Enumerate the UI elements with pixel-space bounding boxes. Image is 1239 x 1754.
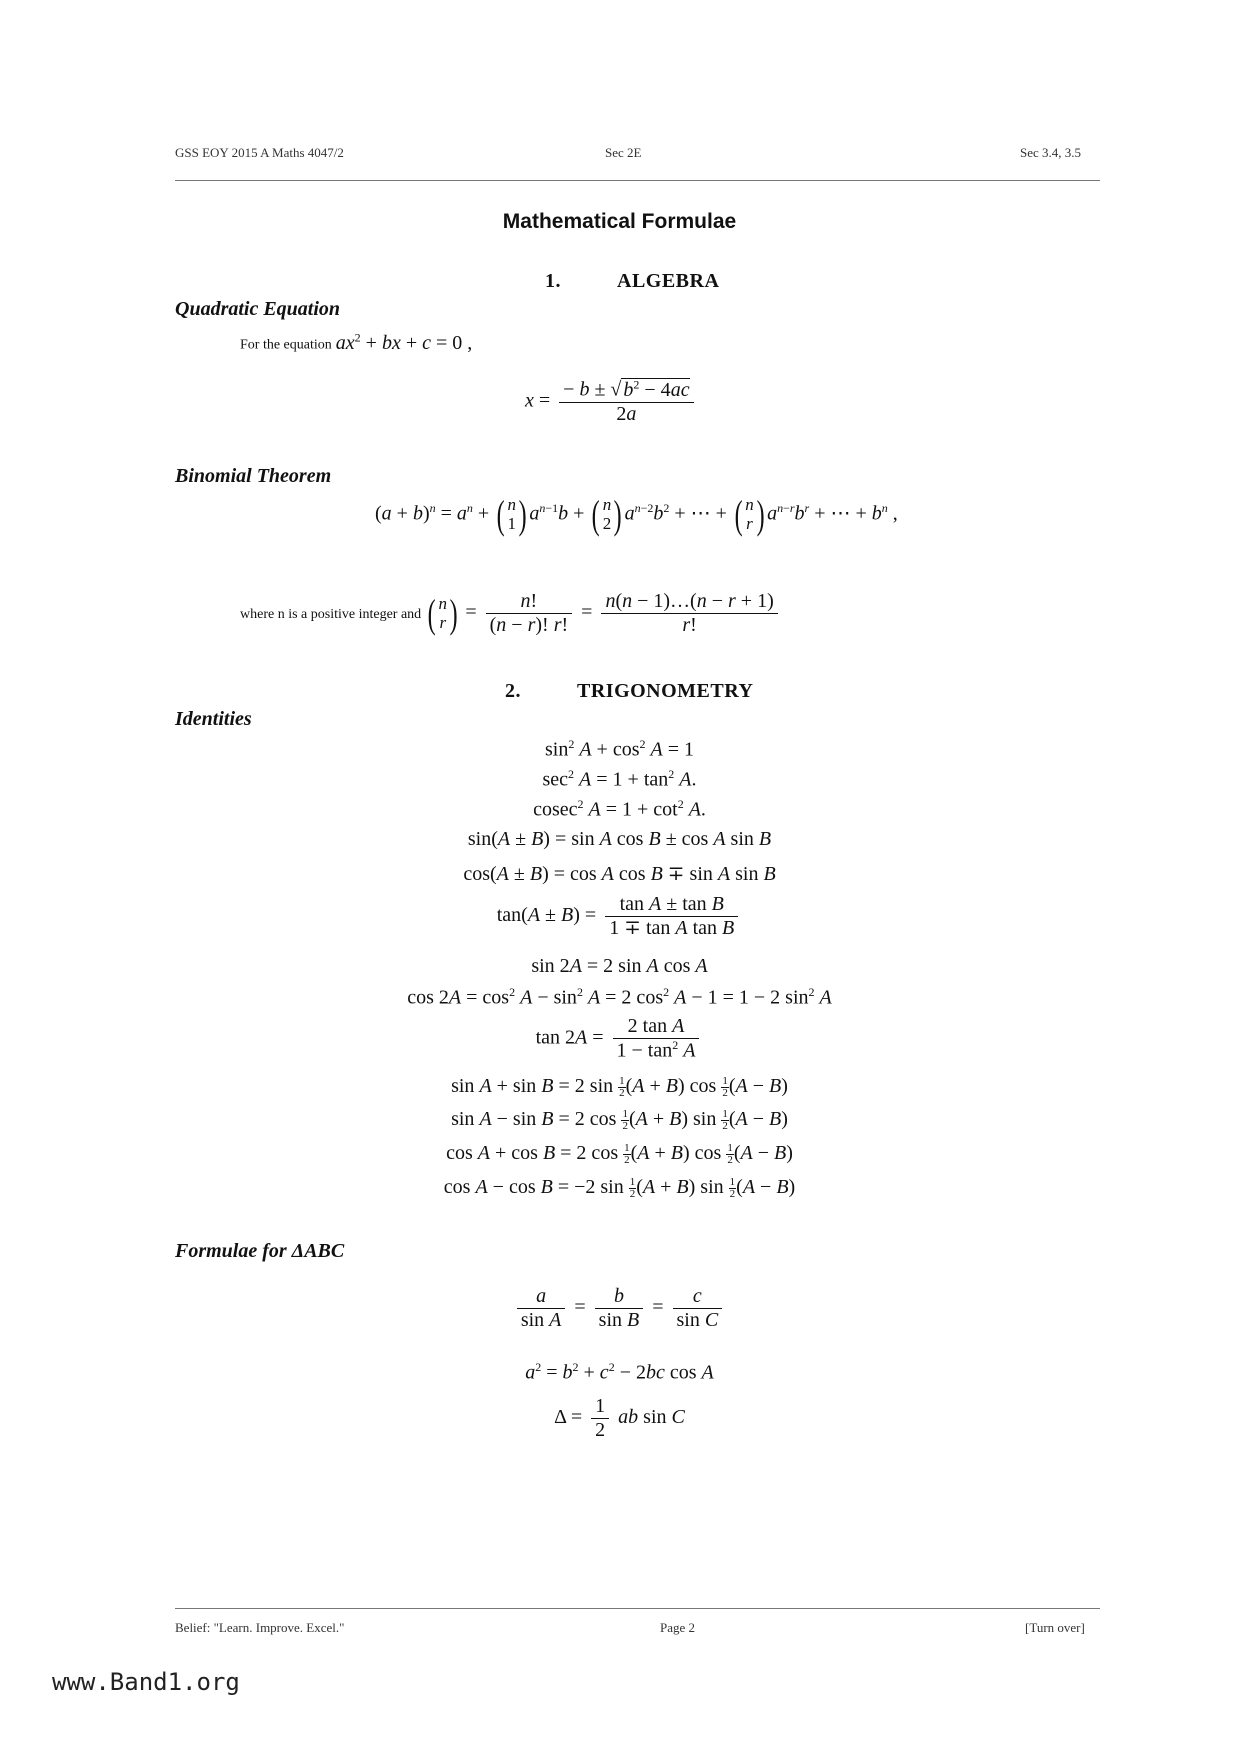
triangle-heading: Formulae for ΔABC bbox=[175, 1240, 345, 1262]
watermark-text: www.Band1.org bbox=[52, 1668, 240, 1696]
footer-left: Belief: "Learn. Improve. Excel." bbox=[175, 1620, 345, 1635]
header-rule bbox=[175, 180, 1100, 181]
identities-heading: Identities bbox=[175, 708, 252, 730]
identity-cosec-cot: cosec$^2$ $A = 1 + \cot^2 A$. bbox=[533, 797, 706, 821]
header-center: Sec 2E bbox=[605, 145, 642, 160]
section-title: ALGEBRA bbox=[617, 270, 720, 292]
footer-rule bbox=[175, 1608, 1100, 1609]
page-title: Mathematical Formulae bbox=[502, 210, 737, 233]
quadratic-heading: Quadratic Equation bbox=[175, 298, 341, 320]
section-title: TRIGONOMETRY bbox=[577, 680, 754, 702]
identity-cos-minus-cos: cos A − cos B = −2 sin $\frac{1}{2}$ (A + B) sin $\frac{1}{2}$ (A − B) bbox=[443, 1175, 796, 1200]
quadratic-intro-line bbox=[240, 330, 472, 355]
identity-cos-plus-cos: cos A + cos B = 2 cos $\frac{1}{2}$ (A + B) cos $\frac{1}{2}$ (A − B) bbox=[446, 1141, 793, 1166]
identity-tan-sum: tan(A ± B) = $\frac{\text{tan A ± tan B}}{\text{1 ∓ tan A tan B}}$ bbox=[0, 893, 1239, 940]
section-heading-trigonometry bbox=[505, 680, 753, 703]
binomial-heading: Binomial Theorem bbox=[175, 465, 332, 487]
quadratic-intro: For the equation bbox=[240, 337, 332, 353]
quadratic-equation: $ax^2$ + bx + c = 0 , bbox=[335, 330, 473, 354]
cosine-rule: $a^2 = b^2 + c^2 - 2bc$ cos A bbox=[525, 1360, 714, 1384]
binomial-expansion: $(a + b)^n = a^n$ + ( n 1 ) $a^{n-1}b$ + ( n 2 ) $a^{n-2}b^2$ + ⋯ + ( n r ) $a^{n-r}b^r$ + ⋯ + $b^n$ , bbox=[375, 492, 898, 537]
section-heading-algebra bbox=[545, 270, 719, 293]
identity-sin-plus-sin: sin A + sin B = 2 sin $\frac{1}{2}$ (A + B) cos $\frac{1}{2}$ (A − B) bbox=[451, 1074, 788, 1099]
identity-tan-double: tan 2A = $\frac{\text{2 tan A}}{1 - \tan^2 A}$ bbox=[0, 1015, 1239, 1063]
identity-cos-sum: cos(A ± B) = cos A cos B ∓ sin A sin B bbox=[463, 863, 776, 885]
identity-cos-double: $\cos 2A = \cos^2 A - \sin^2 A = 2$ $\cos^2 A - 1 = 1 - 2$ $\sin^2 A$ bbox=[407, 985, 832, 1009]
binomial-where: where n is a positive integer and bbox=[240, 607, 422, 623]
header-right: Sec 3.4, 3.5 bbox=[1020, 145, 1082, 160]
identity-sec-tan: $\sec^2 A = 1 + \tan^2 A$. bbox=[542, 767, 697, 791]
footer-right: [Turn over] bbox=[1025, 1620, 1085, 1635]
triangle-area: Δ = $\frac{1}{2}$ ab sin C bbox=[554, 1395, 685, 1441]
footer-center: Page 2 bbox=[660, 1620, 696, 1635]
identity-sin-cos: $\sin^2 A + \cos^2 A = 1$ bbox=[544, 737, 694, 761]
identity-sin-minus-sin: sin A − sin B = 2 cos $\frac{1}{2}$ (A + B) sin $\frac{1}{2}$ (A − B) bbox=[451, 1107, 788, 1132]
header-left: GSS EOY 2015 A Maths 4047/2 bbox=[175, 145, 344, 160]
section-number: 2. bbox=[505, 680, 521, 702]
identity-sin-double: sin 2A = 2 sin A cos A bbox=[531, 955, 708, 977]
quadratic-formula: x = $\frac{- b \pm √ b^2 - 4ac}{2a}$ bbox=[525, 378, 698, 426]
section-number: 1. bbox=[545, 270, 561, 292]
binomial-coefficient-line bbox=[240, 590, 782, 637]
identity-sin-sum: sin(A ± B) = sin A cos B ± cos A sin B bbox=[467, 828, 772, 850]
binomial-coefficient-formula: ( n r ) = $\frac{n!}{(n - r)! r!}$ = $\frac{n(n - 1)\dots(n - r + 1)}{r!}$ bbox=[425, 601, 782, 623]
sine-rule: $\frac{a}{\text{sin A}}$ = $\frac{b}{\text{sin B}}$ = $\frac{c}{\text{sin C}}$ bbox=[0, 1285, 1239, 1332]
